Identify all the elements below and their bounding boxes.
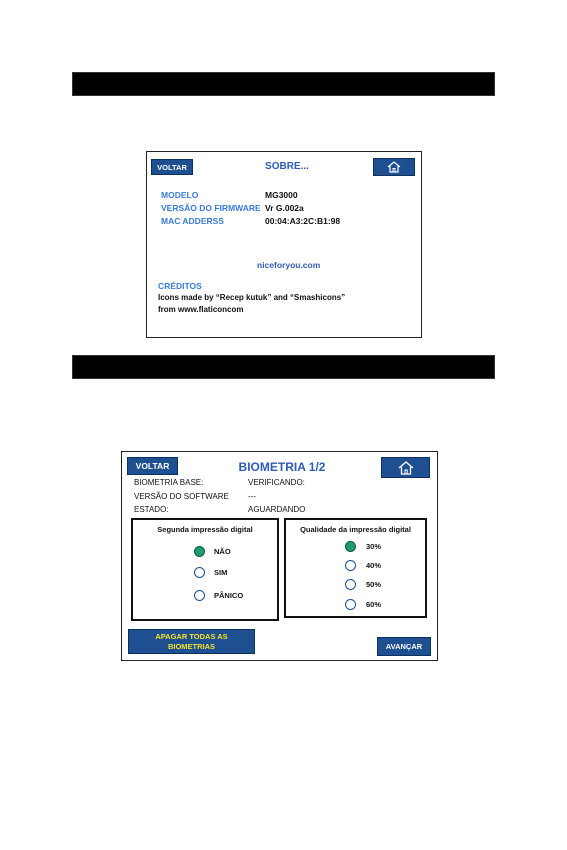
radio-50[interactable]: [345, 579, 356, 590]
mac-value: 00:04:A3:2C:B1:98: [265, 216, 341, 226]
second-fingerprint-panel: [131, 518, 279, 621]
back-button[interactable]: VOLTAR: [127, 457, 178, 475]
software-version-value: ---: [248, 492, 256, 501]
delete-all-line-1: APAGAR TODAS AS: [155, 631, 228, 641]
firmware-value: Vr G.002a: [265, 203, 304, 213]
radio-40[interactable]: [345, 560, 356, 571]
radio-nao-label: NÃO: [214, 547, 231, 556]
credits-line-1: Icons made by “Recep kutuk” and “Smashicons”: [158, 293, 346, 302]
radio-30[interactable]: [345, 541, 356, 552]
state-value: AGUARDANDO: [248, 505, 306, 514]
radio-sim-label: SIM: [214, 568, 228, 577]
radio-50-label: 50%: [366, 580, 382, 589]
about-screen: [146, 151, 422, 338]
section-header-bar-1: [72, 72, 495, 96]
firmware-label: VERSÃO DO FIRMWARE: [161, 203, 261, 213]
biometry-base-value: VERIFICANDO:: [248, 478, 305, 487]
radio-60[interactable]: [345, 599, 356, 610]
home-icon: [398, 461, 414, 475]
credits-label: CRÉDITOS: [158, 281, 202, 291]
home-icon: [387, 161, 401, 173]
radio-panico[interactable]: [194, 590, 205, 601]
delete-all-biometries-button[interactable]: [128, 629, 255, 654]
radio-60-label: 60%: [366, 600, 382, 609]
home-button[interactable]: [381, 457, 430, 478]
radio-nao[interactable]: [194, 546, 205, 557]
second-fingerprint-title: Segunda impressão digital: [157, 525, 253, 534]
website-link[interactable]: niceforyou.com: [257, 260, 321, 270]
fingerprint-quality-title: Qualidade da impressão digital: [300, 525, 411, 534]
back-button[interactable]: VOLTAR: [151, 159, 193, 175]
page-title: BIOMETRIA 1/2: [238, 460, 326, 474]
software-version-label: VERSÃO DO SOFTWARE: [134, 492, 229, 501]
home-button[interactable]: [373, 158, 415, 176]
radio-panico-label: PÂNICO: [214, 591, 244, 600]
delete-all-line-2: BIOMETRIAS: [167, 641, 216, 651]
page-title: SOBRE...: [265, 161, 309, 172]
radio-sim[interactable]: [194, 567, 205, 578]
biometry-screen: [121, 451, 438, 661]
model-label: MODELO: [161, 190, 199, 200]
state-label: ESTADO:: [134, 505, 169, 514]
section-header-bar-2: [72, 355, 495, 379]
next-button[interactable]: AVANÇAR: [377, 637, 431, 656]
biometry-base-label: BIOMETRIA BASE:: [134, 478, 204, 487]
radio-40-label: 40%: [366, 561, 382, 570]
credits-line-2: from www.flaticoncom: [158, 305, 244, 314]
mac-label: MAC ADDERSS: [161, 216, 224, 226]
radio-30-label: 30%: [366, 542, 382, 551]
model-value: MG3000: [265, 190, 298, 200]
fingerprint-quality-panel: [284, 518, 427, 618]
